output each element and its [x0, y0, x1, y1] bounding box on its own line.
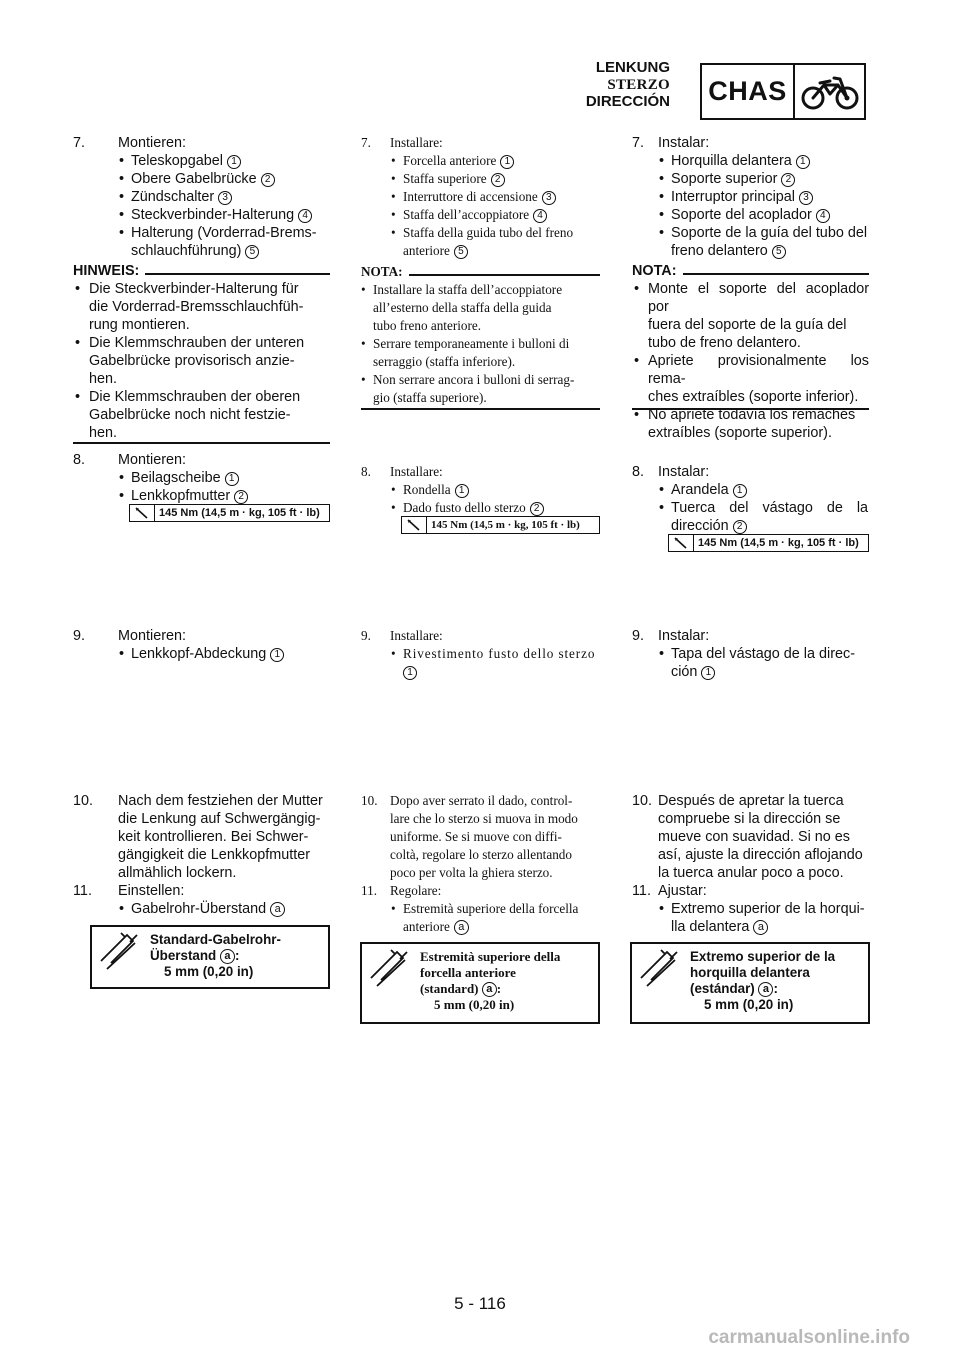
note-heading: NOTA: — [361, 263, 600, 281]
page-number: 5 - 116 — [454, 1294, 506, 1313]
chapter-tab — [700, 63, 866, 120]
spec-box: Standard-Gabelrohr- Überstand a : 5 mm (0,20 in) — [90, 925, 330, 989]
es-step-9: 9. Instalar: • Tapa del vástago de la direc- ción 1 — [632, 627, 869, 681]
note-item: • Die Klemmschrauben der unteren Gabelbrücke provisorisch anzie- hen. — [75, 335, 305, 387]
torque-spec: 145 Nm (14,5 m · kg, 105 ft · lb) — [668, 534, 869, 552]
list-item: • Extremo superior de la horqui- — [659, 901, 865, 917]
note-end-rule — [361, 408, 600, 410]
note-item: • Serrare temporaneamente i bulloni di serraggio (staffa inferiore). — [361, 336, 570, 369]
list-item: • Soporte del acoplador 4 — [632, 206, 869, 224]
watermark: carmanualsonline.info — [708, 1327, 910, 1348]
callout-marker: 3 — [218, 191, 232, 205]
note-item: • Non serrare ancora i bulloni di serrag- gio (staffa superiore). — [361, 372, 575, 405]
es-step-8: 8. Instalar: • Arandela 1 • Tuerca del vástago de la dirección 2 — [632, 464, 869, 534]
list-item: • Rondella 1 — [361, 481, 600, 499]
spec-label: Standard-Gabelrohr- — [150, 932, 281, 947]
callout-marker: 4 — [298, 209, 312, 223]
note-heading: NOTA: — [632, 262, 869, 280]
list-item: • Staffa dell’accoppiatore 4 — [361, 206, 600, 224]
spec-box: Estremità superiore della forcella anteriore (standard) a : 5 mm (0,20 in) — [360, 942, 600, 1024]
de-step-7 — [73, 134, 330, 260]
step-title: Montieren: — [118, 135, 186, 151]
list-item: • Interruptor principal 3 — [632, 188, 869, 206]
list-item: • Rivestimento fusto dello sterzo — [391, 646, 596, 661]
list-item: • Estremità superiore della forcella — [391, 901, 579, 916]
section-titles — [586, 60, 670, 110]
list-item: • Teleskopgabel 1 — [73, 152, 330, 170]
list-item: • Lenkkopfmutter 2 — [73, 487, 330, 505]
note-item: • Die Steckverbinder-Halterung für die Vorderrad-Bremsschlauchfüh- rung montieren. — [75, 281, 304, 333]
it-step-7: 7. Installare: • Forcella anteriore 1 • Staffa superiore 2 • Interruttore di accensione 3 • Staffa dell’accoppiatore 4 • Staffa della guida tubo del freno anteriore 5 — [361, 134, 600, 260]
note-item: • No apriete todavía los remaches extraíbles (soporte superior). — [634, 407, 856, 441]
spec-label: Extremo superior de la — [690, 949, 836, 964]
es-note — [632, 262, 869, 442]
list-item: • Soporte superior 2 — [632, 170, 869, 188]
it-note — [361, 263, 600, 407]
de-note — [73, 262, 330, 442]
list-item: • Halterung (Vorderrad-Brems- — [119, 225, 317, 241]
torque-wrench-icon — [402, 517, 427, 533]
note-item: • Die Klemmschrauben der oberen Gabelbrücke noch nicht festzie- hen. — [75, 389, 301, 441]
it-step-9: 9. Installare: • Rivestimento fusto dello sterzo 1 — [361, 627, 600, 681]
de-step-10-11: 10. Nach dem festziehen der Mutter die Lenkung auf Schwergängig- keit kontrollieren. Bei Schwer- gängigkeit die Lenkkopfmutter allmählich lockern. 11. Einstellen: • Gabelrohr-Überstand a — [73, 792, 330, 918]
list-item: • Interruttore di accensione 3 — [361, 188, 600, 206]
es-step-7: 7. Instalar: • Horquilla delantera 1 • Soporte superior 2 • Interruptor principal 3 • Soporte del acoplador 4 • Soporte de la guía del tubo del freno delantero 5 — [632, 135, 868, 259]
list-item: • Lenkkopf-Abdeckung 1 — [73, 645, 330, 663]
es-step-10-11: 10. Después de apretar la tuerca compruebe si la dirección se mueve con suavidad. Si no es así, ajuste la dirección aflojando la tuerca anular poco a poco. 11. Ajustar: • Extremo superior de la horqui- lla delantera a — [632, 792, 869, 936]
torque-wrench-icon — [669, 535, 694, 551]
de-step-9: 9. Montieren: • Lenkkopf-Abdeckung 1 — [73, 627, 330, 663]
list-item: • Horquilla delantera 1 — [632, 152, 869, 170]
note-item: • Installare la staffa dell’accoppiatore all’esterno della staffa della guida tubo freno anteriore. — [361, 282, 563, 333]
list-item: • Dado fusto dello sterzo 2 — [361, 499, 600, 517]
torque-spec: 145 Nm (14,5 m · kg, 105 ft · lb) — [401, 516, 600, 534]
list-item-continuation: schlauchführung) 5 — [73, 242, 330, 260]
chapter-code: CHAS — [702, 65, 795, 118]
list-item: • Zündschalter 3 — [73, 188, 330, 206]
caliper-icon — [362, 944, 414, 1022]
it-step-8: 8. Installare: • Rondella 1 • Dado fusto dello sterzo 2 — [361, 463, 600, 517]
list-item: • Staffa della guida tubo del freno — [391, 225, 574, 240]
spec-value: 5 mm (0,20 in) — [164, 964, 254, 979]
spec-value: 5 mm (0,20 in) — [434, 997, 515, 1012]
list-item: • Beilagscheibe 1 — [73, 469, 330, 487]
spec-value: 5 mm (0,20 in) — [704, 997, 794, 1012]
list-item: • Forcella anteriore 1 — [361, 152, 600, 170]
list-item: • Tapa del vástago de la direc- — [659, 646, 855, 662]
caliper-icon — [92, 927, 144, 987]
caliper-icon — [632, 944, 684, 1022]
de-step-8: 8. Montieren: • Beilagscheibe 1 • Lenkkopfmutter 2 — [73, 451, 330, 505]
callout-marker: 1 — [227, 155, 241, 169]
note-end-rule — [632, 408, 869, 410]
list-item: • Gabelrohr-Überstand a — [73, 900, 330, 918]
spec-box: Extremo superior de la horquilla delantera (estándar) a : 5 mm (0,20 in) — [630, 942, 870, 1024]
callout-marker: 2 — [261, 173, 275, 187]
list-item: • Arandela 1 — [632, 481, 869, 499]
note-item: • Apriete provisionalmente los rema- ches extraíbles (soporte inferior). — [634, 353, 869, 405]
spec-label: Estremità superiore della — [420, 949, 561, 964]
list-item: • Staffa superiore 2 — [361, 170, 600, 188]
motorcycle-icon — [795, 65, 864, 118]
torque-wrench-icon — [130, 505, 155, 521]
list-item: • Tuerca del vástago de la — [659, 500, 869, 516]
section-title-de: LENKUNG — [595, 59, 670, 76]
note-end-rule — [73, 442, 330, 444]
note-heading: HINWEIS: — [73, 262, 330, 280]
list-item: • Steckverbinder-Halterung 4 — [73, 206, 330, 224]
it-step-10-11: 10. Dopo aver serrato il dado, control- lare che lo sterzo si muova in modo uniforme. Se si muove con diffi- coltà, regolare lo sterzo allentando poco per volta la ghiera sterzo. 11. Regolare: • Estremità superiore della forcella anteriore a — [361, 792, 600, 936]
list-item: • Soporte de la guía del tubo del — [659, 225, 868, 241]
step-number: 7. — [73, 135, 86, 151]
callout-marker: 5 — [245, 245, 259, 259]
section-title-es: DIRECCIÓN — [585, 92, 670, 110]
list-item: • Obere Gabelbrücke 2 — [73, 170, 330, 188]
note-item: • Monte el soporte del acoplador por fuera del soporte de la guía del tubo de freno delantero. — [634, 281, 869, 351]
torque-spec: 145 Nm (14,5 m · kg, 105 ft · lb) — [129, 504, 330, 522]
section-title-it: STERZO — [607, 76, 670, 93]
